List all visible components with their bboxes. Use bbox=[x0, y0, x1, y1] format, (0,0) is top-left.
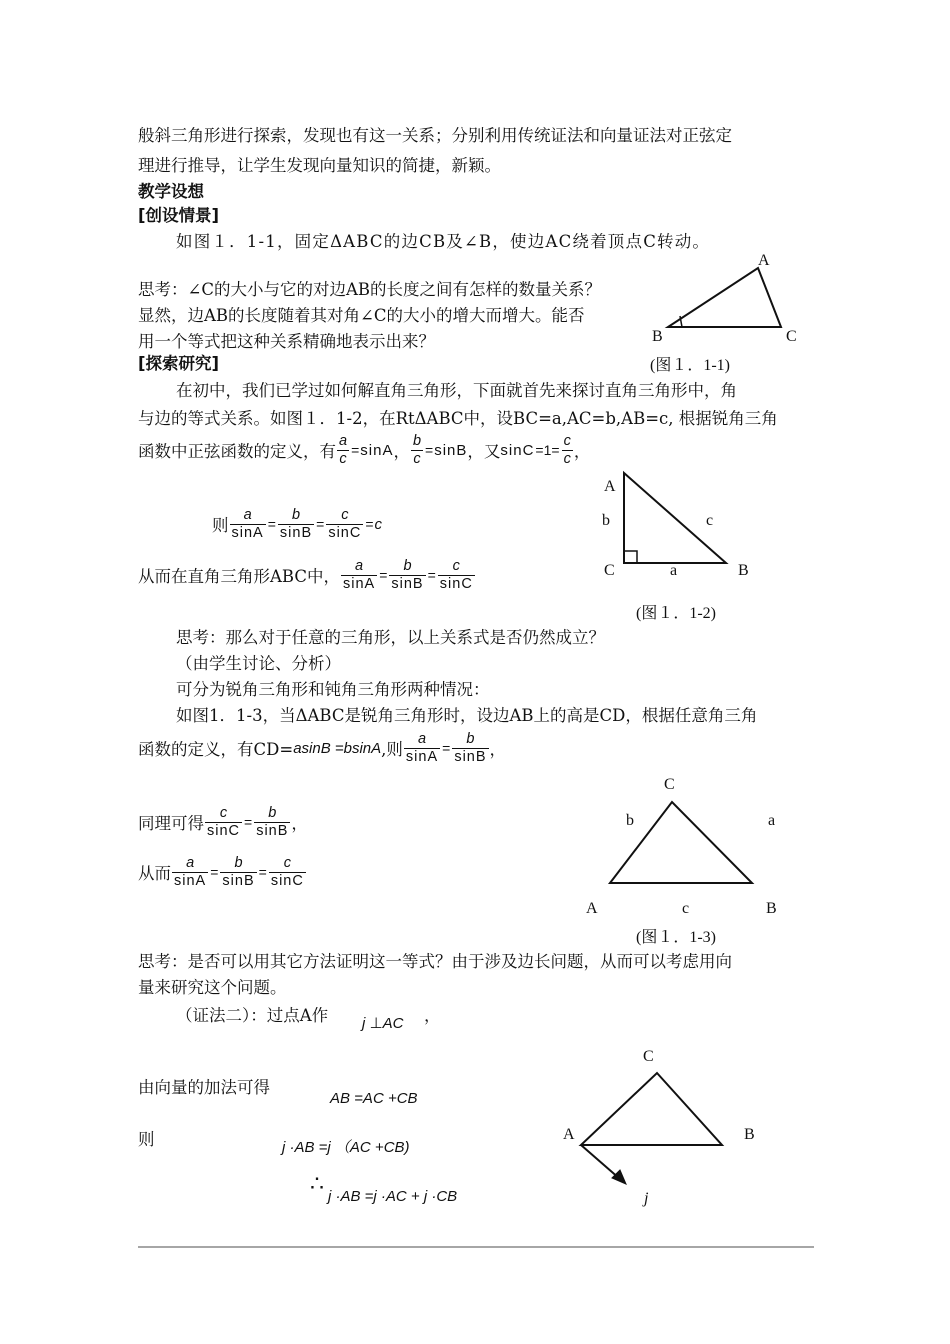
num: a bbox=[417, 730, 427, 747]
eq-sign: = bbox=[316, 516, 325, 532]
num: a bbox=[186, 854, 195, 871]
scenario-line-1: 如图１．1-1，固定ΔABC的边CB及∠B，使边AC绕着顶点C转动。 bbox=[176, 232, 711, 251]
then-prefix: 则 bbox=[212, 516, 229, 535]
thus-prefix: 从而在直角三角形ABC中， bbox=[138, 567, 340, 586]
eq-sign: = bbox=[427, 567, 436, 583]
explore-line-3-prefix: 函数中正弦函数的定义，有 bbox=[138, 442, 336, 461]
fig2-label-side-b: b bbox=[602, 512, 610, 529]
num: b bbox=[291, 506, 301, 523]
heading-explore: [探索研究] bbox=[138, 354, 220, 373]
num: a bbox=[339, 432, 348, 449]
also-text: ，又 bbox=[467, 442, 501, 461]
sin-a: sinA bbox=[360, 441, 394, 459]
fig3-label-c: C bbox=[664, 776, 675, 793]
fig3-label-b: B bbox=[766, 900, 777, 917]
intro-line-1: 般斜三角形进行探索，发现也有这一关系；分别利用传统证法和向量证法对正弦定 bbox=[138, 126, 732, 145]
num: c bbox=[452, 557, 460, 574]
eq-sign: = bbox=[267, 516, 276, 532]
den: sinC bbox=[328, 524, 362, 541]
den: sinC bbox=[207, 822, 241, 839]
den: c bbox=[563, 450, 571, 467]
den: sinB bbox=[391, 575, 424, 592]
eq-sign: = bbox=[365, 516, 374, 532]
num: c bbox=[563, 432, 571, 449]
comma: ， bbox=[489, 740, 507, 759]
hence-prefix: 从而 bbox=[138, 864, 171, 883]
den: sinB bbox=[256, 822, 289, 839]
fig2-label-b: B bbox=[738, 562, 749, 579]
eq-sign: = bbox=[442, 740, 451, 756]
num: c bbox=[341, 506, 349, 523]
num: c bbox=[219, 804, 228, 821]
den: c bbox=[413, 450, 421, 467]
comma: ， bbox=[291, 814, 308, 833]
triangle-fig-4 bbox=[581, 1073, 722, 1179]
scenario-think-3: 用一个等式把这种关系精确地表示出来？ bbox=[138, 332, 435, 351]
proof2-prefix: （证法二）：过点A作 bbox=[176, 1006, 329, 1025]
explore-line-1: 在初中，我们已学过如何解直角三角形，下面就首先来探讨直角三角形中，角 bbox=[176, 381, 737, 400]
fig2-label-side-a: a bbox=[670, 562, 678, 579]
eq-sign: = bbox=[379, 567, 388, 583]
discussion: （由学生讨论、分析） bbox=[176, 654, 341, 673]
fig4-label-j: j bbox=[644, 1190, 649, 1207]
den: sinA bbox=[405, 748, 439, 765]
fig3-label-side-b: b bbox=[626, 812, 634, 829]
j-perp-ac: j ⊥AC bbox=[362, 1015, 404, 1032]
num: b bbox=[466, 730, 475, 747]
scenario-think-1: 思考：∠C的大小与它的对边AB的长度之间有怎样的数量关系？ bbox=[138, 280, 601, 299]
fig1-label-a: A bbox=[758, 252, 770, 269]
fig2-label-a: A bbox=[604, 478, 616, 495]
num: b bbox=[412, 432, 422, 449]
comma: ， bbox=[573, 442, 591, 461]
eq-sign: = bbox=[258, 864, 267, 880]
triangle-fig-1 bbox=[668, 268, 781, 327]
therefore-symbol: ∴ bbox=[310, 1172, 324, 1197]
fig1-label-b: B bbox=[652, 328, 663, 345]
think-any: 思考：那么对于任意的三角形，以上关系式是否仍然成立？ bbox=[176, 628, 605, 647]
vector-eq-1: AB =AC +CB bbox=[330, 1090, 418, 1107]
fig3-label-side-c: c bbox=[682, 900, 690, 917]
sin-c: sinC bbox=[500, 441, 535, 459]
two-cases: 可分为锐角三角形和钝角三角形两种情况： bbox=[176, 680, 490, 699]
fig2-caption: (图１．1-2) bbox=[636, 605, 716, 622]
then2-text: 则 bbox=[138, 1130, 155, 1149]
fig3-caption: (图１．1-3) bbox=[636, 929, 716, 946]
den: sinC bbox=[439, 575, 473, 592]
eq-one: =1= bbox=[535, 442, 560, 458]
fig3-label-side-a: a bbox=[768, 812, 776, 829]
cd-expression: asinB =bsinA bbox=[293, 739, 382, 757]
fig4-label-c: C bbox=[643, 1048, 654, 1065]
fig4-label-b: B bbox=[744, 1126, 755, 1143]
comma: ， bbox=[393, 442, 410, 461]
eq-sign: = bbox=[351, 442, 360, 458]
den: sinC bbox=[270, 872, 304, 889]
explore-line-2: 与边的等式关系。如图１．1-2，在RtΔABC中，设BC=a,AC=b,AB=c, 根据锐角三角 bbox=[138, 409, 778, 428]
num: c bbox=[283, 854, 291, 871]
fig4-label-a: A bbox=[563, 1126, 575, 1143]
eq-sign: = bbox=[425, 442, 434, 458]
arrow-head bbox=[612, 1170, 626, 1184]
fig1-caption: (图１．1-1) bbox=[650, 357, 730, 374]
think-other-1: 思考：是否可以用其它方法证明这一等式？由于涉及边长问题，从而可以考虑用向 bbox=[138, 952, 732, 971]
num: b bbox=[234, 854, 243, 871]
sin-b: sinB bbox=[434, 441, 468, 459]
num: a bbox=[243, 506, 252, 523]
fig3-label-a: A bbox=[586, 900, 598, 917]
acute-line-1: 如图1．1-3，当ΔABC是锐角三角形时，设边AB上的高是CD，根据任意角三角 bbox=[176, 706, 758, 725]
eq-sign: = bbox=[244, 814, 253, 830]
acute2-then: ,则 bbox=[381, 740, 403, 759]
heading-teaching-idea: 教学设想 bbox=[138, 182, 204, 201]
scenario-think-2: 显然，边AB的长度随着其对角∠C的大小的增大而增大。能否 bbox=[138, 306, 585, 325]
similarly-prefix: 同理可得 bbox=[138, 814, 204, 833]
den: sinB bbox=[279, 524, 313, 541]
num: b bbox=[268, 804, 277, 821]
den: sinB bbox=[454, 748, 487, 765]
eq-sign: = bbox=[210, 864, 219, 880]
comma: ， bbox=[424, 1006, 441, 1025]
fig2-label-c: C bbox=[604, 562, 615, 579]
fig2-label-side-c: c bbox=[706, 512, 714, 529]
fig1-label-c: C bbox=[786, 328, 797, 345]
den: sinA bbox=[174, 872, 207, 889]
vector-eq-3: j ·AB =j ·AC + j ·CB bbox=[328, 1188, 458, 1205]
c: c bbox=[374, 515, 383, 533]
den: sinA bbox=[231, 524, 264, 541]
think-other-2: 量来研究这个问题。 bbox=[138, 978, 287, 997]
acute2-prefix: 函数的定义，有CD= bbox=[138, 740, 294, 759]
den: c bbox=[339, 450, 347, 467]
vector-add-text: 由向量的加法可得 bbox=[138, 1078, 270, 1097]
den: sinB bbox=[222, 872, 255, 889]
heading-scenario: [创设情景] bbox=[138, 206, 220, 225]
den: sinA bbox=[342, 575, 376, 592]
intro-line-2: 理进行推导，让学生发现向量知识的简捷，新颖。 bbox=[138, 156, 501, 175]
num: a bbox=[355, 557, 364, 574]
vector-eq-2: j ·AB =j （AC +CB) bbox=[282, 1139, 410, 1156]
num: b bbox=[403, 557, 412, 574]
